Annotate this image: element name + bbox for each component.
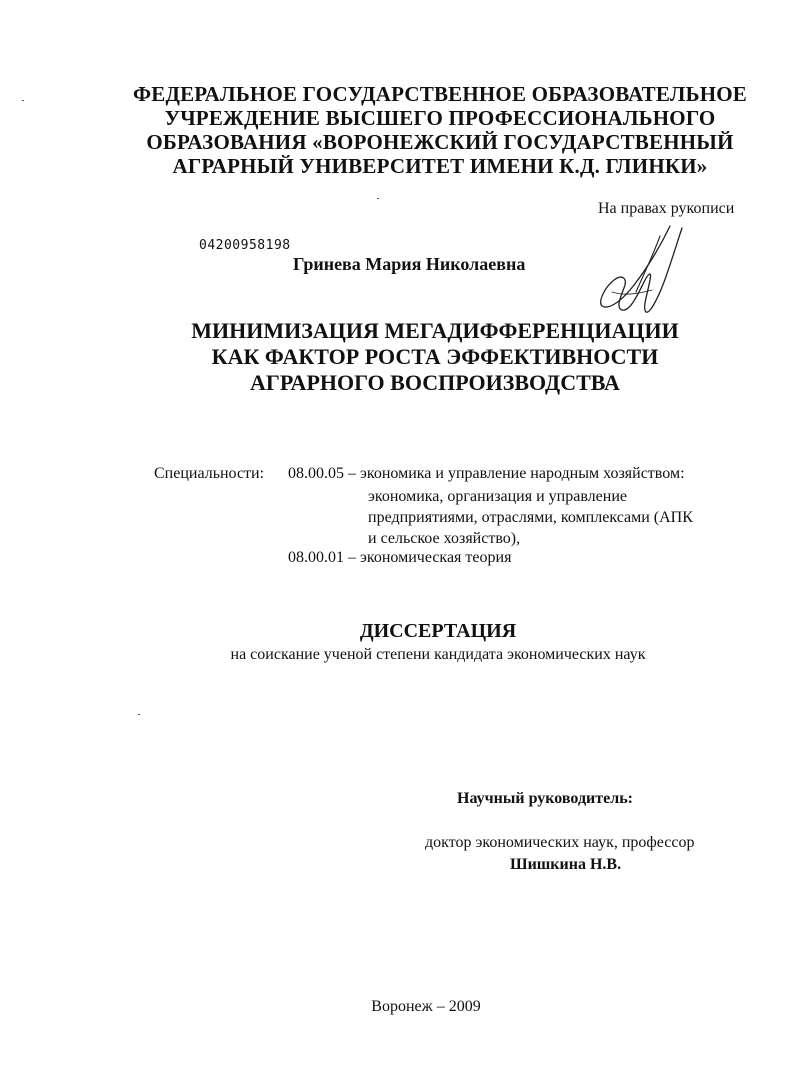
advisor-label: Научный руководитель: (457, 790, 633, 807)
dissertation-heading: ДИССЕРТАЦИЯ (359, 620, 517, 642)
author-name: Гринева Мария Николаевна (293, 254, 526, 274)
handwritten-signature-icon (590, 222, 690, 322)
specialty-1-line: 08.00.05 – экономика и управление народным хозяйством: (288, 465, 685, 482)
institution-name (60, 82, 798, 178)
scan-speck (22, 100, 24, 101)
institution-line-4: АГРАРНЫЙ УНИВЕРСИТЕТ ИМЕНИ К.Д. ГЛИНКИ» (172, 154, 708, 178)
title-line-2: КАК ФАКТОР РОСТА ЭФФЕКТИВНОСТИ (211, 344, 659, 369)
manuscript-note: На правах рукописи (598, 200, 735, 217)
institution-line-3: ОБРАЗОВАНИЯ «ВОРОНЕЖСКИЙ ГОСУДАРСТВЕННЫЙ (146, 130, 734, 154)
advisor-degree: доктор экономических наук, профессор (425, 834, 695, 851)
scan-speck (377, 198, 379, 199)
institution-line-1: ФЕДЕРАЛЬНОЕ ГОСУДАРСТВЕННОЕ ОБРАЗОВАТЕЛЬНОЕ (133, 82, 747, 106)
scan-speck (138, 714, 140, 715)
specialties-label: Специальности: (154, 465, 265, 482)
title-line-1: МИНИМИЗАЦИЯ МЕГАДИФФЕРЕНЦИАЦИИ (191, 318, 679, 343)
specialty-1-continuation (368, 486, 693, 549)
institution-line-2: УЧРЕЖДЕНИЕ ВЫСШЕГО ПРОФЕССИОНАЛЬНОГО (164, 106, 716, 130)
stamp-number: 04200958198 (199, 238, 291, 253)
specialty-1-continuation-line: предприятиями, отраслями, комплексами (АПК (368, 509, 693, 526)
title-line-3: АГРАРНОГО ВОСПРОИЗВОДСТВА (250, 370, 620, 395)
specialty-2-line: 08.00.01 – экономическая теория (288, 549, 512, 566)
city-year: Воронеж – 2009 (371, 998, 481, 1015)
dissertation-subtitle: на соискание ученой степени кандидата экономических наук (230, 646, 646, 663)
specialty-1-continuation-line: экономика, организация и управление (368, 488, 627, 505)
specialty-1-continuation-line: и сельское хозяйство), (368, 530, 521, 547)
dissertation-title (0, 318, 798, 396)
advisor-name: Шишкина Н.В. (510, 856, 622, 873)
